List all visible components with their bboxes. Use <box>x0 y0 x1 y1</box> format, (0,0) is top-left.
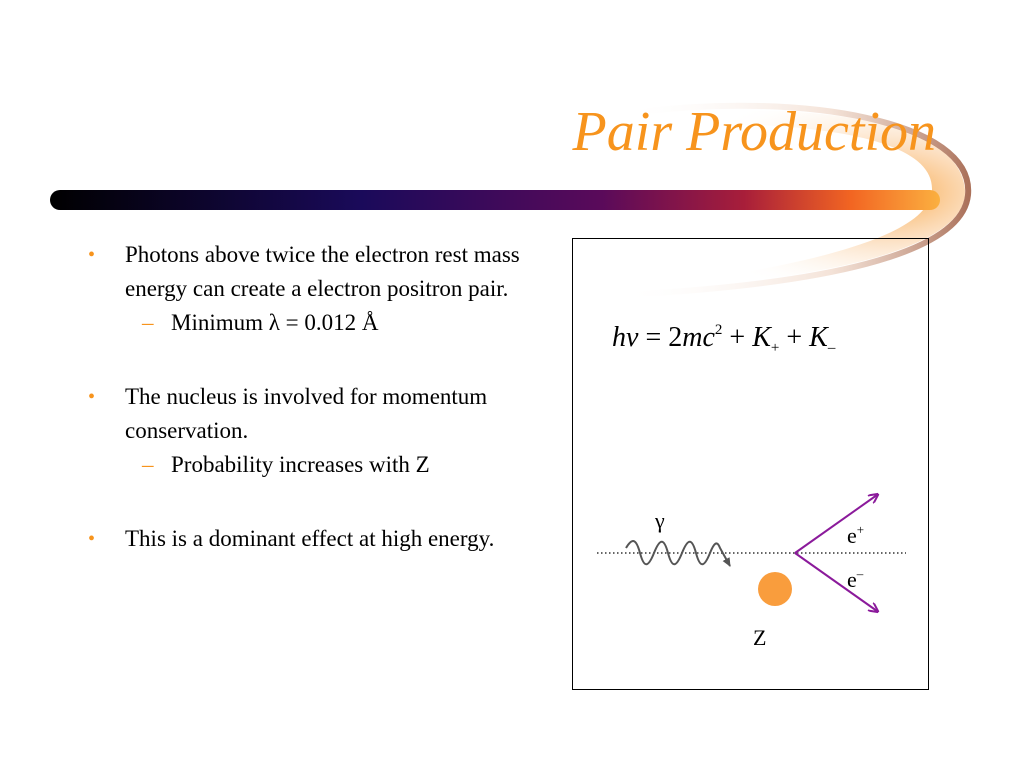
positron-label-base: e <box>847 523 857 548</box>
gamma-label: γ <box>655 508 665 533</box>
slide-title: Pair Production <box>572 101 936 163</box>
eq-two: 2 <box>668 322 683 353</box>
positron-label-charge: + <box>856 522 865 537</box>
sub-bullet-marker: – <box>142 452 154 477</box>
bullet-marker: • <box>88 244 96 266</box>
electron-label-base: e <box>847 567 857 592</box>
eq-k-plus-subscript: + <box>770 340 780 356</box>
eq-k-minus-subscript: – <box>827 340 836 356</box>
bullet-marker: • <box>88 528 96 550</box>
bullet-marker: • <box>88 386 96 408</box>
eq-k-minus: K <box>809 322 828 353</box>
eq-nu: ν <box>626 322 639 353</box>
bullet-text: Photons above twice the electron rest mass energy can create a electron positron pair. <box>125 242 520 301</box>
eq-c: c <box>702 322 715 353</box>
electron-label <box>847 566 863 593</box>
positron-label <box>847 522 864 549</box>
sub-bullet-marker: – <box>142 310 154 335</box>
eq-equals: = <box>645 322 662 353</box>
nucleus-icon <box>758 572 792 606</box>
nucleus-label: Z <box>753 625 767 650</box>
bullet-text: This is a dominant effect at high energy. <box>125 526 495 551</box>
eq-h: h <box>612 322 626 353</box>
positron-track <box>795 495 877 553</box>
bullet-text: The nucleus is involved for momentum conservation. <box>125 384 488 443</box>
electron-label-charge: – <box>856 566 864 581</box>
eq-exponent: 2 <box>714 322 723 338</box>
sub-bullet-text: Minimum λ = 0.012 Å <box>171 310 379 335</box>
eq-m: m <box>682 322 703 353</box>
sub-bullet-text: Probability increases with Z <box>171 452 430 477</box>
electron-track <box>795 553 877 611</box>
eq-plus: + <box>786 322 803 353</box>
eq-k-plus: K <box>752 322 771 353</box>
eq-plus: + <box>729 322 746 353</box>
